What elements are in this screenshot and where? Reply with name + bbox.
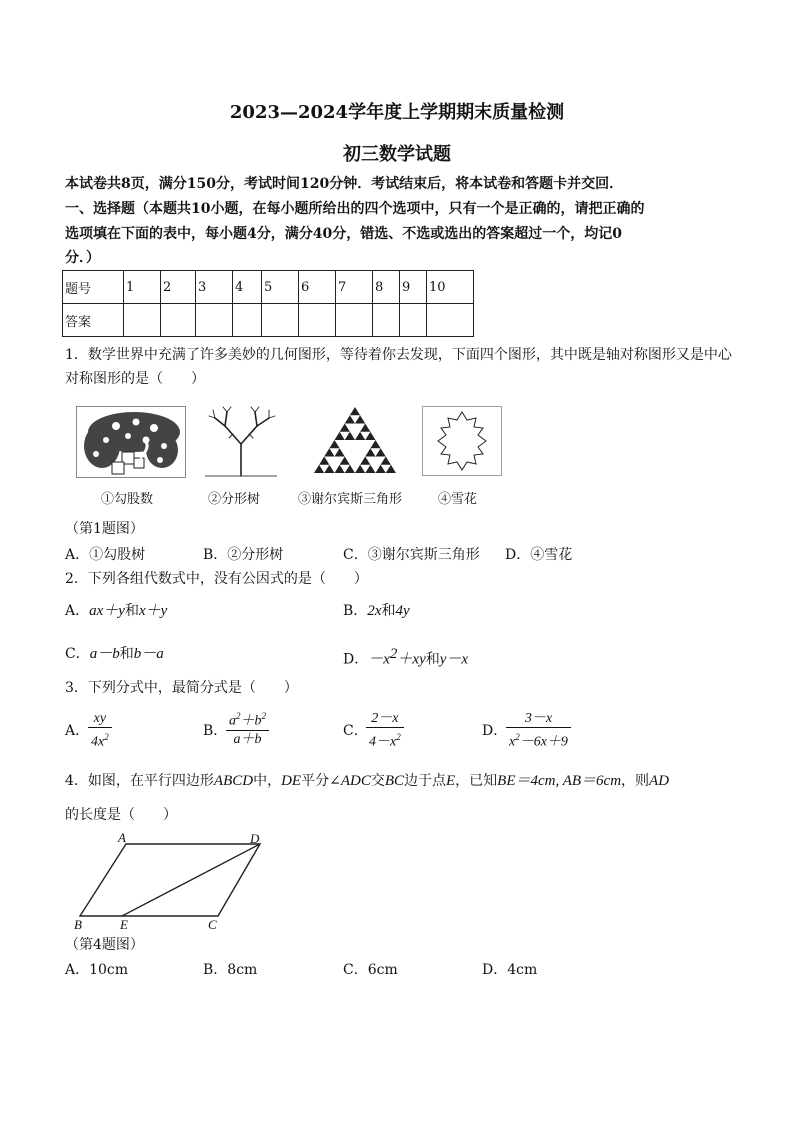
q1-stem-line2: 对称图形的是（ ） (65, 371, 205, 387)
num-part: ＋b (240, 713, 262, 729)
answer-cell[interactable] (233, 304, 262, 337)
math-expr: ADC (340, 773, 371, 789)
table-row (63, 304, 474, 337)
exponent: 2 (236, 711, 241, 721)
table-header-label: 题号 (63, 271, 124, 304)
point-label-a: A (118, 830, 126, 845)
figure-label-1: ①勾股数 (101, 492, 154, 507)
q4-option-d[interactable]: D．4cm (482, 962, 538, 978)
denominator (366, 728, 404, 752)
math-expr: 4y (395, 603, 410, 619)
math-expr: ax＋y (89, 603, 125, 619)
denominator (506, 728, 571, 752)
q3-option-a-fraction[interactable] (88, 710, 112, 752)
page-title: 2023—2024学年度上学期期末质量检测 (229, 102, 565, 123)
numerator: xy (88, 710, 112, 728)
numerator: 2－x (366, 710, 404, 728)
pythagoras-tree-figure (76, 406, 186, 478)
numerator (226, 708, 269, 731)
q4-stem-line1 (65, 772, 669, 790)
math-expr: 2x (367, 603, 382, 619)
figure-label-3: ③谢尔宾斯三角形 (298, 492, 403, 507)
intro-text: 本试卷共8页，满分150分，考试时间120分钟．考试结束后，将本试卷和答题卡并交回． (65, 176, 624, 192)
numerator: 3－x (506, 710, 571, 728)
option-letter: A． (65, 603, 90, 619)
table-answer-label: 答案 (63, 304, 124, 337)
answer-cell[interactable] (336, 304, 373, 337)
stem-text: 平分∠ (301, 773, 341, 789)
question-number: 10 (427, 271, 474, 304)
page-subtitle: 初三数学试题 (343, 144, 451, 165)
q1-option-c[interactable]: C．③谢尔宾斯三角形 (343, 547, 480, 563)
q1-stem-line1: 1．数学世界中充满了许多美妙的几何图形，等待着你去发现，下面四个图形，其中既是轴对称图形又是中心 (65, 347, 732, 363)
q3-option-d-fraction[interactable] (506, 710, 571, 752)
q3-option-c-label[interactable]: C． (343, 723, 368, 739)
math-expr: －x (368, 651, 390, 668)
q1-option-b[interactable]: B．②分形树 (203, 547, 284, 563)
math-expr: y－x (439, 651, 469, 668)
q4-stem-line2: 的长度是（ ） (65, 807, 177, 823)
point-label-e: E (120, 917, 128, 932)
stem-text: ，已知 (455, 773, 498, 789)
q4-option-c[interactable]: C．6cm (343, 962, 398, 978)
stem-text: ，则 (621, 773, 650, 789)
exponent: 2 (261, 711, 266, 721)
stem-text: 边于点 (404, 773, 446, 789)
exponent: 2 (389, 646, 398, 662)
q4-option-a[interactable]: A．10cm (65, 962, 129, 978)
math-expr: x＋y (138, 603, 168, 619)
math-expr: DE (281, 773, 302, 789)
snowflake-figure (422, 406, 502, 476)
den-part: －6x＋9 (519, 734, 568, 750)
math-expr: a－b (89, 646, 120, 662)
question-number: 7 (336, 271, 373, 304)
num-part: a (229, 713, 236, 729)
point-label-c: C (208, 917, 217, 932)
math-expr: AD (649, 773, 670, 789)
q2-option-b[interactable] (343, 602, 410, 620)
conjunction: 和 (124, 603, 139, 619)
answer-table (62, 270, 474, 337)
den-base: 4x (91, 734, 105, 750)
stem-text: 交 (370, 773, 385, 789)
math-expr: ABCD (213, 773, 254, 789)
q1-option-d[interactable]: D．④雪花 (505, 547, 573, 563)
section1-line3: 分．） (65, 250, 100, 266)
math-expr: ＋xy (397, 651, 426, 668)
question-number: 4 (233, 271, 262, 304)
question-number: 5 (262, 271, 299, 304)
exponent: 2 (515, 732, 520, 742)
figure-label-4: ④雪花 (438, 492, 478, 507)
denominator: a＋b (233, 731, 262, 747)
q2-option-c[interactable] (65, 645, 164, 663)
math-expr: BC (384, 773, 404, 789)
parallelogram-figure (68, 830, 268, 934)
point-label-d: D (250, 831, 260, 846)
denominator (88, 728, 112, 752)
question-number: 2 (161, 271, 196, 304)
q1-option-a[interactable]: A．①勾股树 (65, 547, 146, 563)
q4-option-b[interactable]: B．8cm (203, 962, 258, 978)
q3-option-d-label[interactable]: D． (482, 723, 508, 739)
option-letter: B． (343, 603, 368, 619)
answer-cell[interactable] (262, 304, 299, 337)
question-number: 8 (373, 271, 400, 304)
q4-caption: （第4题图） (65, 937, 144, 953)
den-base: 4－x (369, 734, 397, 750)
point-label-b: B (74, 917, 82, 932)
answer-cell[interactable] (161, 304, 196, 337)
question-number: 6 (299, 271, 336, 304)
answer-cell[interactable] (299, 304, 336, 337)
figure-label-2: ②分形树 (208, 492, 261, 507)
den-base: x (509, 734, 516, 750)
question-number: 9 (400, 271, 427, 304)
q2-stem: 2．下列各组代数式中，没有公因式的是（ ） (65, 571, 368, 587)
q3-option-b-fraction[interactable] (226, 708, 269, 749)
q2-option-a[interactable] (65, 602, 167, 620)
q1-caption: （第1题图） (65, 521, 144, 537)
answer-cell[interactable] (124, 304, 161, 337)
answer-cell[interactable] (196, 304, 233, 337)
answer-cell[interactable] (373, 304, 400, 337)
stem-text: 4．如图，在平行四边形 (65, 773, 214, 789)
q3-option-b-label[interactable]: B． (203, 723, 228, 739)
stem-text: 中， (253, 773, 282, 789)
sierpinski-triangle-figure (312, 405, 398, 475)
math-expr: E (446, 773, 456, 789)
answer-cell[interactable] (427, 304, 474, 337)
section1-line1: 一、选择题（本题共10小题，在每小题所给出的四个选项中，只有一个是正确的，请把正确的 (65, 201, 645, 217)
table-row (63, 271, 474, 304)
conjunction: 和 (381, 603, 396, 619)
fractal-tree-figure (203, 404, 279, 478)
conjunction: 和 (119, 646, 134, 662)
q2-option-d[interactable] (343, 645, 468, 669)
math-expr: b－a (133, 646, 164, 662)
option-letter: C． (65, 646, 90, 662)
exponent: 2 (104, 732, 109, 742)
conjunction: 和 (425, 651, 440, 668)
question-number: 1 (124, 271, 161, 304)
math-expr: BE＝4cm, AB＝6cm (497, 773, 622, 789)
q3-option-a-label[interactable]: A． (65, 723, 90, 739)
section1-line2: 选项填在下面的表中，每小题4分，满分40分，错选、不选或选出的答案超过一个，均记0 (65, 226, 622, 242)
option-letter: D． (343, 651, 369, 668)
q3-option-c-fraction[interactable] (366, 710, 404, 752)
exponent: 2 (396, 732, 401, 742)
answer-cell[interactable] (400, 304, 427, 337)
q3-stem: 3．下列分式中，最简分式是（ ） (65, 680, 298, 696)
question-number: 3 (196, 271, 233, 304)
